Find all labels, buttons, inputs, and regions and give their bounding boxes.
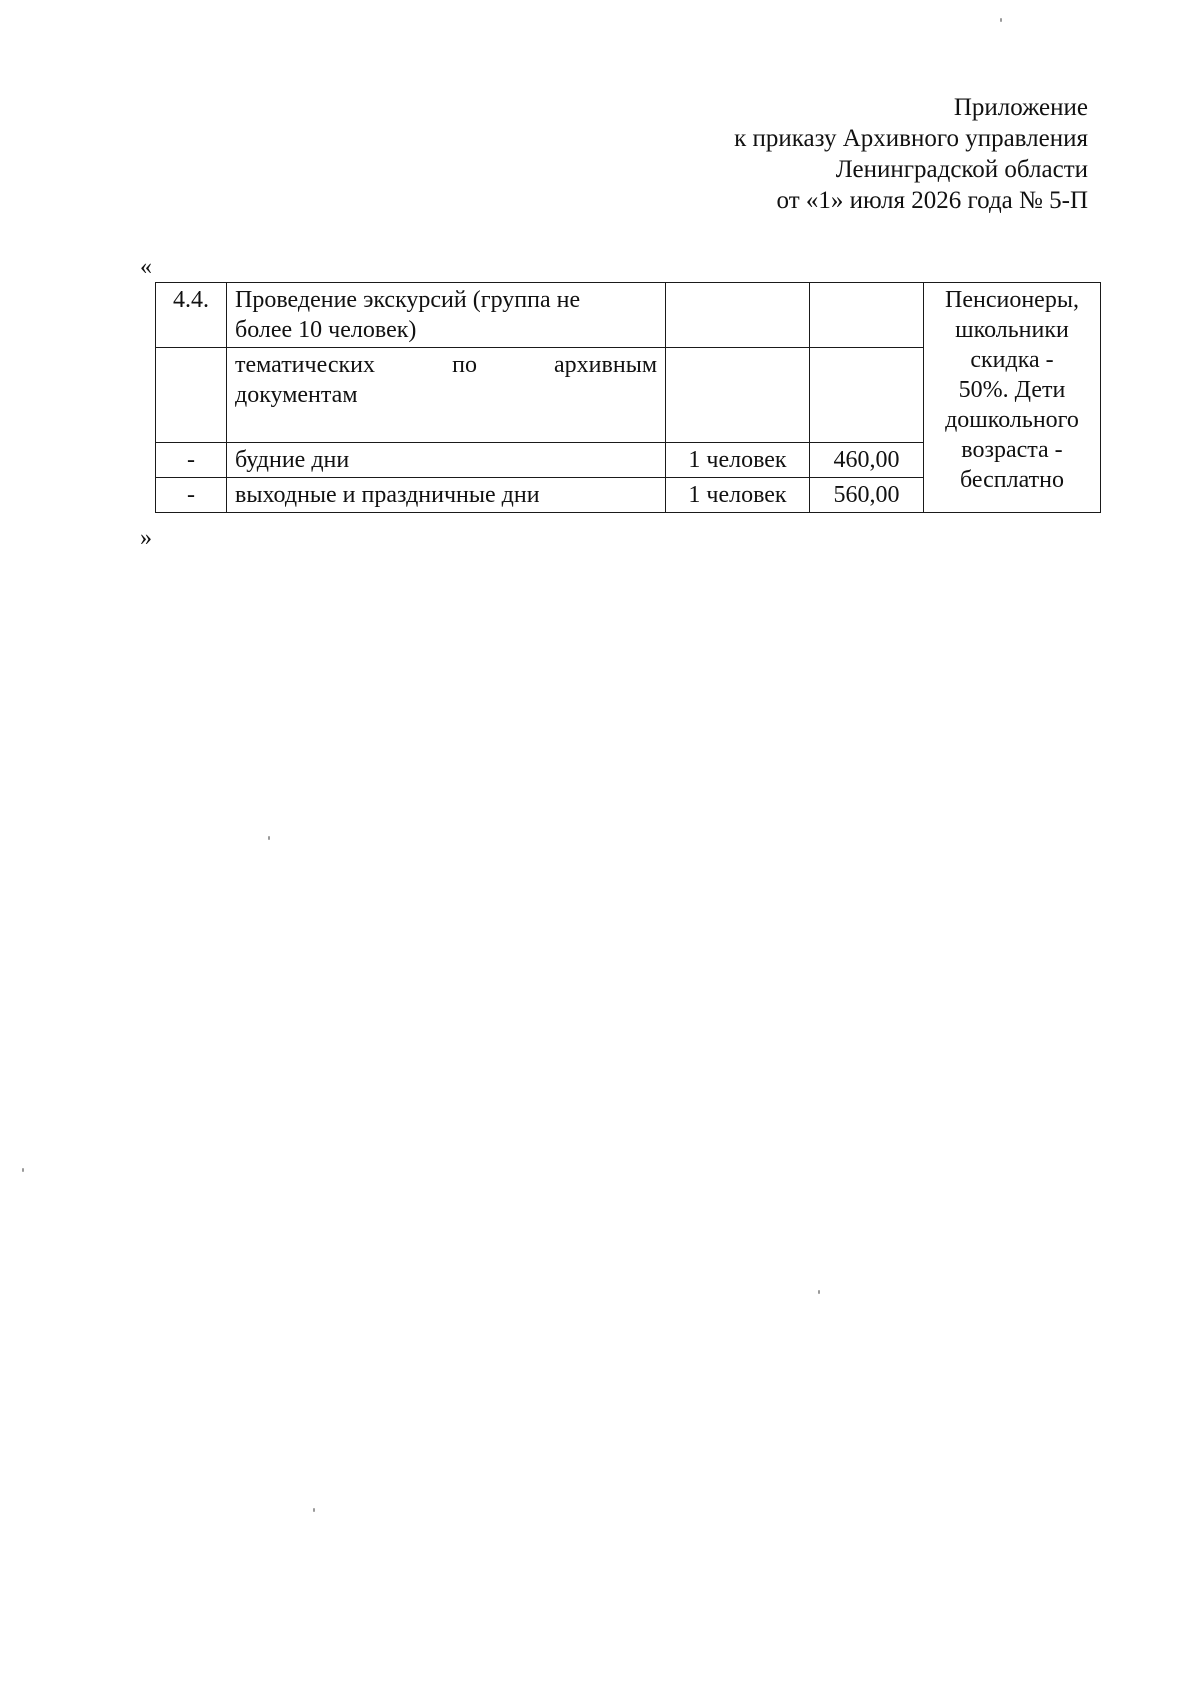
appendix-header [734,92,1088,216]
price-cell: 560,00 [810,478,924,513]
service-name: выходные и праздничные дни [227,478,666,513]
unit-cell: 1 человек [666,478,810,513]
service-name-line: Проведение экскурсий (группа не [235,287,581,313]
scan-speck [22,1168,24,1172]
price-cell [810,283,924,348]
service-name-word: тематических [235,352,376,378]
item-number: - [156,478,227,513]
discount-note [924,283,1101,513]
header-line-3: Ленинградской области [835,156,1088,183]
price-cell [810,348,924,443]
opening-quote: « [140,254,152,280]
service-name-line: более 10 человек) [235,317,417,343]
unit-cell [666,283,810,348]
tariff-table [155,282,1101,513]
unit-cell [666,348,810,443]
closing-quote: » [140,525,152,551]
note-line: бесплатно [960,467,1064,493]
header-line-1: Приложение [953,94,1088,121]
item-number [156,348,227,443]
service-name [227,283,666,348]
note-line: школьники [955,317,1069,343]
unit-cell: 1 человек [666,443,810,478]
note-line: скидка - [970,347,1054,373]
note-line: Пенсионеры, [945,287,1079,313]
header-line-2: к приказу Архивного управления [734,125,1088,152]
scan-speck [1000,18,1002,22]
scan-speck [313,1508,315,1512]
note-line: дошкольного [945,407,1079,433]
note-line: 50%. Дети [958,377,1066,403]
note-line: возраста - [961,437,1063,463]
service-name [227,348,666,443]
service-name-line: документам [235,382,358,408]
scan-speck [818,1290,820,1294]
item-number: 4.4. [156,283,227,348]
service-name-word: по [452,352,477,378]
table-row [156,283,1101,348]
item-number: - [156,443,227,478]
service-name-word: архивным [554,352,657,378]
service-name: будние дни [227,443,666,478]
header-line-4: от «1» июля 2026 года № 5-П [776,187,1088,214]
service-name-line [235,350,657,380]
price-cell: 460,00 [810,443,924,478]
scan-speck [268,836,270,840]
